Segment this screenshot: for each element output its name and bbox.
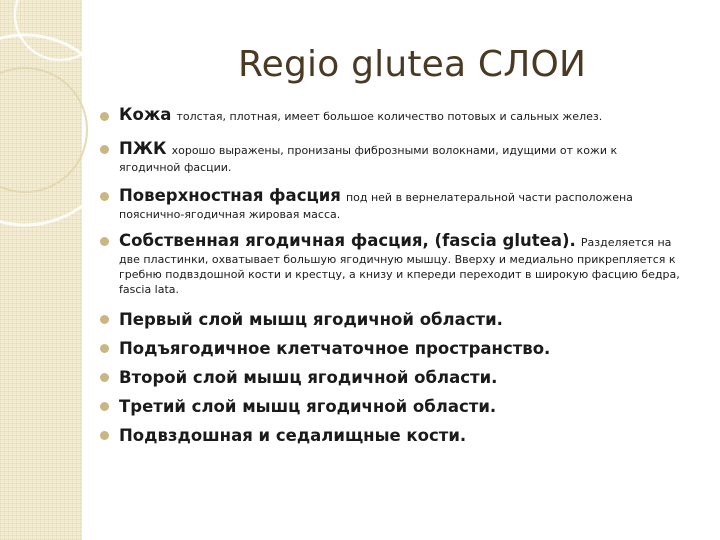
item-heading: Подвздошная и седалищные кости. — [119, 426, 467, 445]
slide-content — [100, 104, 700, 450]
item-text: Разделяется на — [580, 236, 672, 249]
bullet-icon — [100, 373, 109, 382]
list-item — [100, 230, 700, 297]
bullet-icon — [100, 315, 109, 324]
slide-title: Regio glutea СЛОИ — [238, 44, 587, 85]
item-heading: Первый слой мышц ягодичной области. — [119, 310, 503, 329]
bullet-icon — [100, 192, 109, 201]
list-item — [100, 104, 700, 134]
bullet-icon — [100, 237, 109, 246]
item-heading: Подъягодичное клетчаточное пространство. — [119, 339, 551, 358]
item-text: хорошо выражены, пронизаны фиброзными волокнами, идущими от кожи к — [171, 144, 618, 157]
item-text-continued: ягодичной фасции. — [119, 161, 232, 174]
item-heading: Второй слой мышц ягодичной области. — [119, 368, 498, 387]
item-heading: ПЖК — [119, 139, 167, 158]
item-text: под ней в вернелатеральной части расположена — [345, 191, 633, 204]
item-text: толстая, плотная, имеет большое количество потовых и сальных желез. — [176, 110, 603, 123]
list-item — [100, 334, 700, 363]
bullet-icon — [100, 431, 109, 440]
bullet-icon — [100, 145, 109, 154]
item-heading: Третий слой мышц ягодичной области. — [119, 397, 497, 416]
list-item — [100, 363, 700, 392]
item-heading: Поверхностная фасция — [119, 186, 341, 205]
bullet-icon — [100, 344, 109, 353]
bullet-icon — [100, 402, 109, 411]
list-item — [100, 185, 700, 222]
item-heading: Кожа — [119, 105, 172, 124]
list-item — [100, 392, 700, 421]
item-heading: Собственная ягодичная фасция, (fascia glutea). — [119, 231, 576, 250]
item-text-continued: две пластинки, охватывает большую ягодичную мышцу. Вверху и медиально прикрепляется к гребню подвздошной кости и крестцу, а книзу и кпереди переходит в широкую фасцию бедра, fascia lata. — [119, 253, 680, 296]
bullet-icon — [100, 112, 109, 121]
item-text-continued: пояснично-ягодичная жировая масса. — [119, 208, 341, 221]
list-item — [100, 138, 700, 175]
list-item — [100, 305, 700, 334]
list-item — [100, 421, 700, 450]
